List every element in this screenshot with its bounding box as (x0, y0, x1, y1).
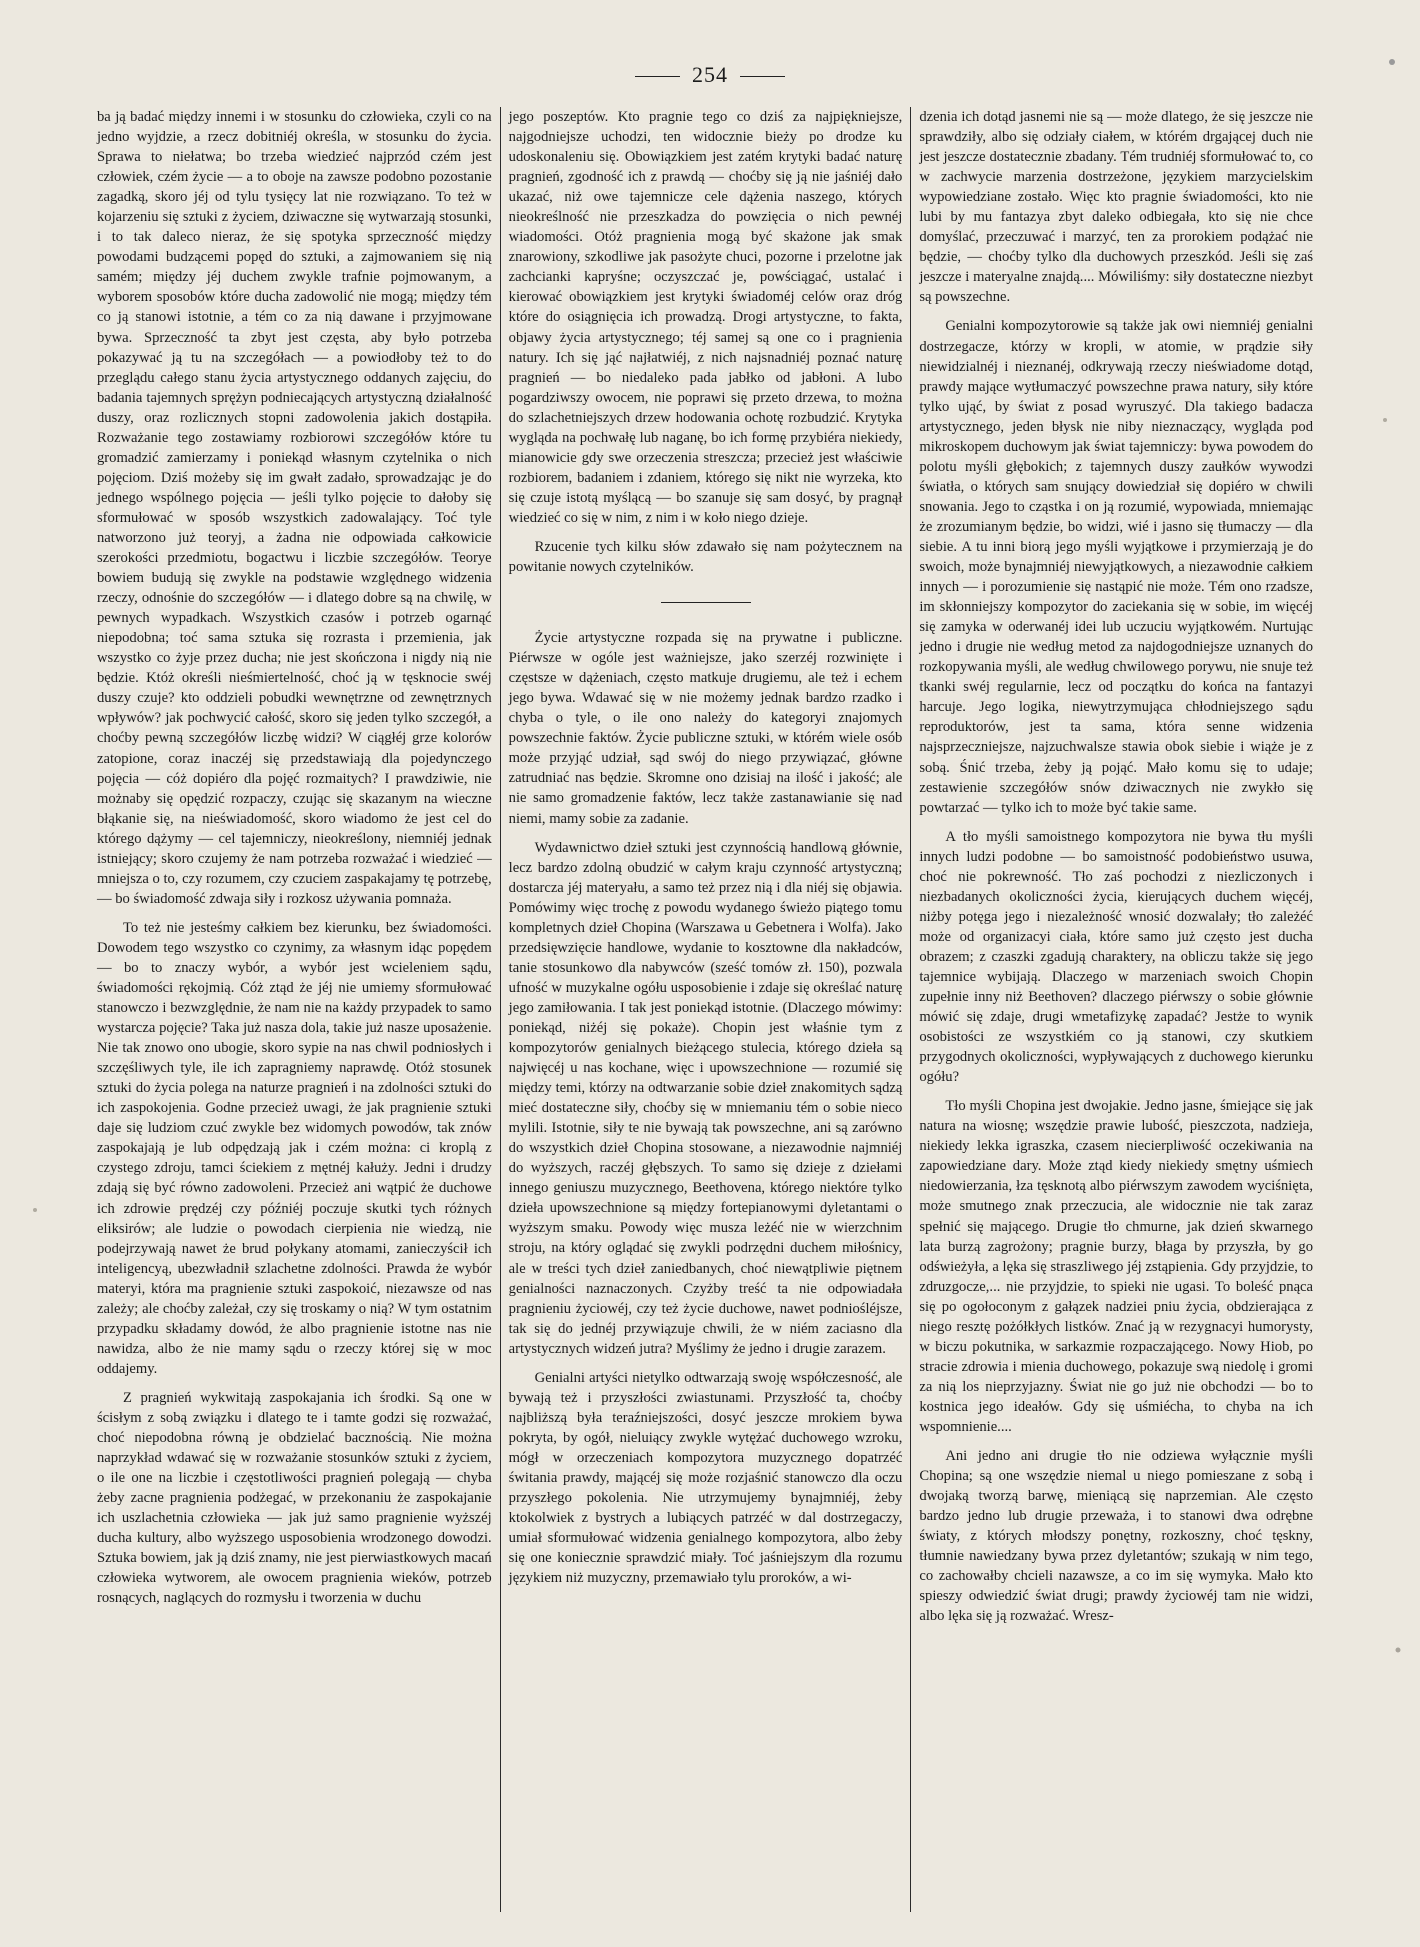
paragraph: ba ją badać między innemi i w stosunku do człowieka, czyli co na jedno wyjdzie, a rzecz dobitniéj określa, w stosunku do życia. Sprawa to niełatwa; bo trzeba wiedzieć najprzód czém jest człowiek, czém życie — a to oboje na zawsze podobno pozostanie zagadką, skoro jéj od tylu tysięcy lat nie rozwiązano. To też w kojarzeniu się sztuki z życiem, dziwaczne się wytwarzają stosunki, i to tak daleco nieraz, że się spotyka sprzeczność między powodami budzącemi popęd do sztuki, a zajmowaniem się nią samém; między jéj duchem zwykle trafnie pojmowanym, a wyborem sposobów które ducha zadowolić nie mogą; między tém co ją stanowi istotnie, a tém co za nią dawane i przyjmowane bywa. Sprzeczność ta zbyt jest częsta, aby było potrzeba pokazywać ją tu na szczegółach — a powiodłoby też to do przeglądu całego stanu życia artystycznego oddanych zajęciu, do badania tajemnych sprężyn podniecających artystyczną działalność duszy, oraz rozlicznych stopni zadowolenia jakich dostąpiła. Rozważanie tego zostawiamy rozbiorowi szczegółów które tu gromadzić zamierzamy i poniekąd własnym czytelnika o nich pojęciom. Dziś możeby się im gwałt zadało, sprowadzając je do jednego wspólnego pojęcia — jeśli tylko pojęcie to dałoby się sformułować w sposób wszystkich zadowalający. Toć tyle natworzono już teoryj, a żadna nie odpowiada całkowicie szerokości przedmiotu, bogactwu i liczbie szczegółów. Teorye bowiem budują się zwykle na podstawie względnego widzenia rzeczy, odnośnie do szczegółów — i dlatego dobre są na chwilę, w pewnych wypadkach. Wszystkich czasów i potrzeb ogarnąć niepodobna; toć sama sztuka się rozrasta i przemienia, jak wszystko co żyje przez ducha; nie jest skończona i nigdy nią nie będzie. Któż określi nieśmiertelność, choć ją w tęsknocie swéj duszy czuje? kto oddzieli pobudki wewnętrzne od zewnętrznych wpływów? jak pochwycić całość, skoro się jeden tylko szczegół, a choćby pewną szczegółów liczbę widzi? W ciągłéj grze kolorów zatopione, coraz inaczéj się przedstawiają dla pojedynczego pojęcia — cóż dopiéro dla pojęć rozmaitych? I prawdziwie, nie możnaby się opędzić rozpaczy, czując się skazanym na wieczne błąkanie się, na nieświadomość, skoro wiadomo że jest cel do którego dążymy — cel tajemniczy, nieokreślony, niemniéj jednak istniejący; skoro czujemy że nam potrzeba rozważać i wiedzieć — mniejsza o to, czy rozumem, czy czuciem zaspakajamy tę potrzebę, — bo świadomość zdwaja siły i rozkosz używania pomnaża. (97, 109, 492, 907)
ink-speck (1383, 418, 1387, 422)
ink-speck (33, 1208, 37, 1212)
paragraph: Rzucenie tych kilku słów zdawało się nam pożytecznem na powitanie nowych czytelników. (508, 538, 903, 576)
column-right (910, 107, 1321, 1912)
paragraph: Ani jedno ani drugie tło nie odziewa wyłącznie myśli Chopina; są one wszędzie niemal u niego pomieszane z sobą i dwojaką tworzą barwę, mieniącą się naprzemian. Ale często bardzo jedno lub drugie przeważa, i to stanowi dwa odrębne światy, z których młodszy ponętny, rozkoszny, choć tęskny, tłumnie nawiedzany bywa przez dyletantów; szukają w nim tego, co zachowałby chcieli nazawsze, a co im się wymyka. Mało kto spieszy odwiedzić świat drugi; prawdy życiowéj tam nie widzi, albo lęka się ją rozważać. Wresz- (919, 1448, 1314, 1625)
paragraph: A tło myśli samoistnego kompozytora nie bywa tłu myśli innych ludzi podobne — bo samoistność podobieństwo usuwa, choć nie pokrewność. Tło zaś pochodzi z niezliczonych i niezbadanych okoliczności życia, kierujących duchem więcéj, niżby potęga jego i niezależność wnosić dozwalały; tło zależéć może od organizacyi ciała, które samo już często jest ducha obrazem; z czaszki zgadują charaktery, na obliczu także się jego tajemnice wybijają. Dlaczego w marzeniach swoich Chopin zupełnie inny niż Beethoven? dlaczego piérwszy o sobie głównie mówić się zdaje, drugi wmetafizykę zapadać? Jestże to wynik osobistości ze wszystkiém co ją stanowi, czy skutkiem przygodnych okoliczności, wypływających z duchowego kierunku ogółu? (919, 828, 1314, 1086)
page-number: 254 (600, 62, 820, 88)
paragraph: Z pragnień wykwitają zaspokajania ich środki. Są one w ścisłym z sobą związku i dlatego te i tamte godzi się rozważać, choć niepodobna równą je obdzielać bacznością. Nie można naprzykład wdawać się w rozważanie stosunków sztuki z życiem, o ile one na liczbie i częstotliwości pragnień polegają — chyba żeby zacne pragnienia podżegać, w przekonaniu że zaspokajanie ich uszlachetnia człowieka — jak już samo pragnienie wyższéj ducha kultury, albo wyższego usposobienia wrodzonego dowodzi. Sztuka bowiem, jak ją dziś znamy, nie jest pierwiastkowych macań człowieka wytworem, ale owocem pragnienia wieków, potrzeb rosnących, naglących do rozmysłu i tworzenia w duchu (97, 1389, 492, 1607)
column-middle (500, 107, 911, 1912)
paragraph: jego poszeptów. Kto pragnie tego co dziś za najpiękniejsze, najgodniejsze uchodzi, ten widocznie bieży po drodze ku udoskonaleniu się. Obowiązkiem jest zatém krytyki badać naturę pragnień, zgodność ich z prawdą — choćby się ją nie jaśniéj dało ukazać, niż owe tajemnicze cele dążenia naszego, których nieokreślność nie przeszkadza do powzięcia o nich pewnéj wiadomości. Otóż pragnienia mogą być skażone jak smak znarowiony, szkodliwe jak pasożyte chuci, pozorne i przelotne jak zachcianki kapryśne; oczyszczać je, powściągać, ustalać i kierować obowiązkiem jest krytyki świadoméj celów oraz dróg które do osiągnięcia ich prowadzą. Drogi artystyczne, to fakta, objawy życia artystycznego; téj samej są one co i pragnienia natury. Ich się jąć najłatwiéj, z nich najsnadniéj poznać naturę pragnień — bo niedaleko pada jabłko od jabłoni. A lubo pogardziwszy owocem, nie poprawi się przeto drzewa, to można do szlachetniejszych drzew hodowania ochotę rozbudzić. Krytyka wygląda na pochwałę lub naganę, bo ich formę przybiéra niekiedy, mianowicie gdy swe orzeczenia streszcza; przecież jest właściwie rozbiorem, badaniem i zdaniem, którego się nikt nie wyrzeka, kto się czuje istotą myślącą — bo szanuje się sam dosyć, by pragnął wiedzieć co się w nim, z nim i w koło niego dzieje. (508, 109, 903, 526)
paragraph: To też nie jesteśmy całkiem bez kierunku, bez świadomości. Dowodem tego wszystko co czynimy, za własnym idąc popędem — bo to znaczy wybór, a wybór jest wcieleniem sądu, świadomości rękojmią. Cóż ztąd że jéj nie umiemy sformułować stanowczo i bezwzględnie, że nam nie na każdy przypadek to samo wystarcza pojęcie? Taka już nasza dola, takie już nasze uposażenie. Nie tak znowo ono ubogie, skoro sypie na nas chwil podniosłych i szczęśliwych tyle, ile ich zapragniemy naprawdę. Otóż stosunek sztuki do życia polega na naturze pragnień i na zdolności sztuki do ich zaspokojenia. Godne przecież uwagi, że jak pragnienie sztuki daje się ludziom czuć zwykle bez widomych powodów, tak znów zaspokajają je lub odpędzają jak i czém można: ci kroplą z czystego zdroju, tamci ściekiem z mętnéj kałuży. Jedni i drudzy zdają się być równo zadowoleni. Przecież ani wątpić że duchowe ich zdrowie prędzéj czy późniéj poczuje skutki tych różnych eliksirów; ale ludzie o powodach cierpienia nie wiedzą, nie podejrzywają nawet że brud połykany atomami, zanieczyścił ich inteligencyą, ubezwładnił szlachetne zdolności. Prawda że wybór materyi, która ma pragnienie sztuki zaspokoić, niezawsze od nas zależy; ale choćby zależał, czy się troskamy o nią? W tym ostatnim przypadku składamy dowód, że albo pragnienie istotne nas nie nawidza, albo że nie mamy sądu o rzeczy której się w moc oddajemy. (97, 919, 492, 1377)
article-columns (89, 107, 1321, 1912)
paragraph: Tło myśli Chopina jest dwojakie. Jedno jasne, śmiejące się jak natura na wiosnę; wszędzie prawie lubość, pieszczota, nadzieja, niekiedy lekka igraszka, czasem niecierpliwość oczekiwania na zapowiedziane dary. Może ztąd kiedy niekiedy smętny uśmiech niedowierzania, łza tęsknotą albo piérwszym zawodem wyciśnięta, może smutnego znak przeczucia, ale widocznie nie tak zaraz spełnić się mającego. Drugie tło chmurne, jak dzień skwarnego lata burzą zagrożony; pragnie burzy, błaga by przyszła, by go odświeżyła, a lęka się straszliwego jéj zstąpienia. Gdy przyjdzie, to zdruzgocze,... nie przyjdzie, to spieki nie ugasi. To boleść pnąca się po ogołoconym z gałązek nadziei pniu życia, obdzierająca z niego resztę pożółkłych listków. Znać ją w rezygnacyi humorysty, w biczu pokutnika, w sarkazmie rozpaczającego. Nowy Hiob, po stracie zdrowia i mienia duchowego, pokazuje swą niedolę i gromi za nią los nieprzyjazny. Świat nie go już nie obchodzi — bo to kostnica jego ideałów. Gdy się uśmiécha, to chyba na ich wspomnienie.... (919, 1098, 1314, 1435)
paragraph: dzenia ich dotąd jasnemi nie są — może dlatego, że się jeszcze nie sprawdziły, albo się odziały ciałem, w którém drgającej duch nie jest jeszcze dostatecznie zbadany. Tém trudniéj sformułować to, co w zachwycie marzenia dostrzeżone, językiem marzycielskim wypowiedziane zostało. Więc kto pragnie świadomości, kto nie lubi by mu fantazya zbyt daleko odbiegała, kto się nie chce domyślać, przeczuwać i marzyć, ten za prorokiem podążać nie będzie, — choćby tylko dla duchowych przeszkód. Jeśli się zaś jeszcze i materyalne znajdą.... Mówiliśmy: siły dostateczne niezbyt są powszechne. (919, 109, 1314, 306)
paragraph: Życie artystyczne rozpada się na prywatne i publiczne. Piérwsze w ogóle jest ważniejsze, jako szerzéj rozwinięte i częstsze w dążeniach, często matkuje drugiemu, ale też i echem jego bywa. Wdawać się w nie możemy jednak bardzo rzadko i chyba o tyle, o ile ono należy do kategoryi znajomych powszechnie faktów. Życie publiczne sztuki, w którém wiele osób może przyjąć udział, sąd swój do niego przywiązać, główne zatrudniać nas będzie. Skromne ono dzisiaj na ilość i jakość; ale nie samo gromadzenie faktów, lecz także zastanawianie się nad niemi, mamy sobie za zadanie. (508, 630, 903, 827)
column-left (89, 107, 500, 1912)
paragraph: Genialni artyści nietylko odtwarzają swoję współczesność, ale bywają też i przyszłości zwiastunami. Przyszłość ta, choćby najbliższą była teraźniejszości, dosyć jeszcze mrokiem bywa pokryta, by ogół, nieluiący zwykle wytężać duchowego wzroku, mógł w orzeczeniach kompozytora muzycznego dopatrzéć świtania prawdy, mającéj się może rozjaśnić stanowczo dla oczu przyszłego pokolenia. Nie utrzymujemy bynajmniéj, żeby ktokolwiek z bystrych a lubiących patrzéć w dal dostrzegaczy, umiał sformułować widzenia genialnego kompozytora, albo żeby się one koniecznie sprawdzić miały. Toć jaśniejszym dla rozumu językiem niż muzyczny, przemawiało tylu proroków, a wi- (508, 1369, 903, 1587)
paragraph: Wydawnictwo dzieł sztuki jest czynnością handlową głównie, lecz bardzo zdolną obudzić w całym kraju czynność artystyczną; dostarcza jéj materyału, a samo też przez nią i dla niéj się objawia. Pomówimy więc trochę z powodu wydanego świeżo piątego tomu kompletnych dzieł Chopina (Warszawa u Gebetnera i Wolfa). Jako przedsięwzięcie handlowe, wydanie to kosztowne dla nakładców, tanie stosunkowo dla nabywców (sześć tomów zł. 150), pozwala ufność w muzykalne ogółu usposobienie i zdaje się określać naturę jego zamiłowania. I tak jest poniekąd istotnie. (Dlaczego mówimy: poniekąd, niżéj się pokaże). Chopin jest właśnie tym z kompozytorów genialnych bieżącego stulecia, którego dzieła są najwięcéj u nas kochane, więc i upowszechnione — rozumié się między temi, którzy na odtwarzanie sobie dzieł znakomitych sądzą mieć dostateczne siły, choćby się w mniemaniu tém o sobie nieco mylili. Istotnie, siły te nie bywają tak powszechne, ani są zarówno do wszystkich dzieł Chopina stosowane, a niezawodnie najmniéj do wyższych, raczéj głębszych. To samo się dzieje z dziełami innego geniuszu muzycznego, Beethovena, którego niektóre tylko dzieła upowszechnione są między fortepianowymi dyletantami o wyższym smaku. Powody więc musza leżéć nie w wierzchnim stroju, na który oglądać się zwykli podrzędni duchem miłośnicy, ale w treści tych dzieł zaniedbanych, choć niewątpliwie piętnem genialności naznaczonych. Czyżby treść ta nie odpowiadała pragnieniu życiowéj, czy też życie duchowe, nawet podniośléjsze, tak się do jednéj przywiązuje chwili, że w niém zaciasno dla artystycznych widzeń jutra? Myślimy że jedno i drugie zarazem. (508, 839, 903, 1357)
section-separator (661, 602, 751, 603)
paragraph: Genialni kompozytorowie są także jak owi niemniéj genialni dostrzegacze, którzy w kropli, w atomie, w prądzie siły niewidzialnéj i nieznanéj, odkrywają rzeczy nieświadome dotąd, prawdy mające wytłumaczyć powszechne prawa natury, siły które tylko ująć, by świat z posad wyruszyć. Dla takiego badacza artystycznego, jeden błysk nie niby nieznaczący, wygląda pod mikroskopem duchowym jak świat tajemniczy: bywa powodem do polotu myśli głębokich; z tajemnych duszy zaułków wywodzi światła, o których sam snujący dowiedział się dopiéro w chwili snowania. Jego to cząstka i on ją rozumié, wypowiada, mniemając że zrozumianym będzie, bo widzi, wié i jasno się tłumaczy — dla siebie. A tu inni biorą jego myśli wyjątkowe i przymierzają je do swoich, może bynajmniéj niewyjątkowych, a niezawodnie całkiem innych — i porozumienie się nastąpić nie może. Tém ono rzadsze, im skłonniejszy kompozytor do zaciekania się w sobie, im więcéj się zamyka w oderwanéj idei lub uczuciu wyjątkowém. Nurtując jedno i drugie nie według metod za najdogodniejsze uznanych do rozkopywania myśli, ale według chwilowego porywu, nie snuje też tkanki swéj regularnie, lecz od początku do końca na fantazyi harcuje. Jego logika, niewytrzymująca chłodniejszego sądu reproduktorów, jest ta sama, która senne widzenia najsprzeczniejsze, najzuchwalsze stawia obok siebie i wiąże je z sobą. Śnić trzeba, żeby ją pojąć. Mało komu się to udaje; zestawienie szczegółów snów dziwacznych nie zwykło się powtarzać — tylko ich to może być takie same. (919, 318, 1314, 816)
ink-speck (1389, 59, 1395, 65)
ink-speck (1396, 1648, 1401, 1653)
